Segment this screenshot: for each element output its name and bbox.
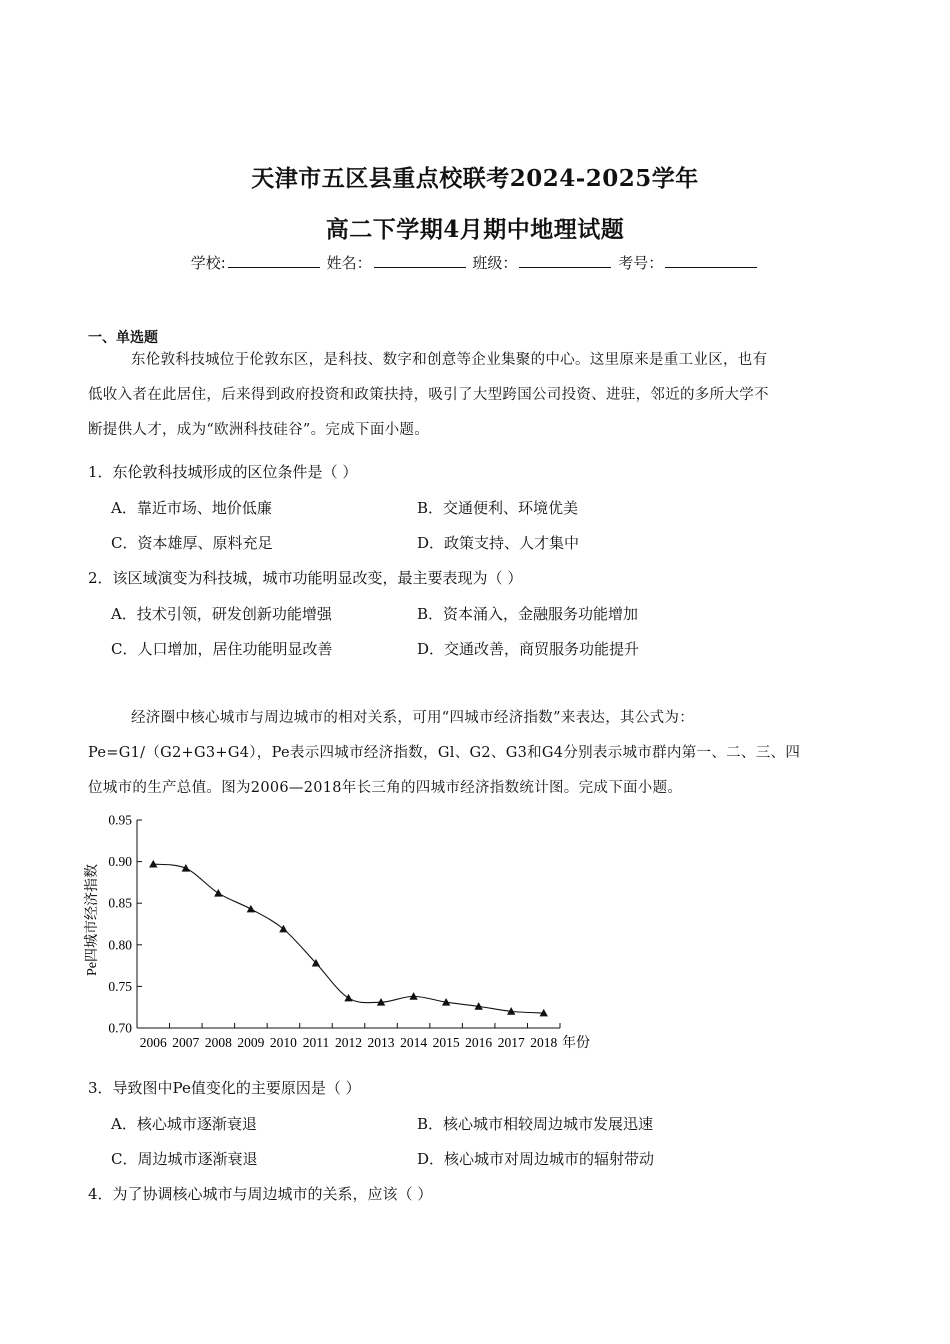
x-tick-label: 2013	[367, 1035, 395, 1050]
passage-1-line: 低收入者在此居住，后来得到政府投资和政策扶持，吸引了大型跨国公司投资、进驻，邻近的多所大学不	[88, 387, 769, 403]
y-tick-label: 0.75	[108, 978, 132, 994]
question-3-stem: 3．导致图中Pe值变化的主要原因是（ ）	[88, 1079, 361, 1097]
data-point-marker	[214, 889, 222, 897]
question-2-stem: 2．该区域演变为科技城，城市功能明显改变，最主要表现为（ ）	[88, 569, 523, 587]
student-info-line	[0, 252, 950, 273]
y-axis-label: Pe四城市经济指数	[85, 864, 100, 976]
passage-2	[88, 701, 862, 806]
question-4-stem: 4．为了协调核心城市与周边城市的关系，应该（ ）	[88, 1185, 433, 1203]
y-tick-label: 0.80	[108, 937, 132, 953]
passage-2-line: 经济圈中核心城市与周边城市的相对关系，可用“四城市经济指数”来表达，其公式为：	[131, 710, 695, 726]
q1-option-b[interactable]: B．交通便利、环境优美	[417, 499, 579, 517]
q2-option-d[interactable]: D．交通改善，商贸服务功能提升	[417, 640, 640, 658]
section-heading: 一、单选题	[88, 330, 158, 346]
x-ticks	[137, 1023, 560, 1050]
q1-option-a[interactable]: A．靠近市场、地价低廉	[111, 499, 272, 517]
data-point-marker	[247, 905, 255, 913]
class-label: 班级：	[472, 254, 518, 272]
name-label: 姓名：	[326, 254, 372, 272]
x-tick-label: 2016	[465, 1035, 493, 1050]
data-point-marker	[182, 864, 190, 872]
name-blank[interactable]	[374, 253, 466, 268]
data-point-marker	[149, 860, 157, 868]
class-blank[interactable]	[519, 253, 611, 268]
number-blank[interactable]	[665, 253, 757, 268]
q3-option-a[interactable]: A．核心城市逐渐衰退	[111, 1115, 257, 1133]
pe-index-chart	[80, 808, 610, 1058]
x-tick-label: 2009	[237, 1035, 265, 1050]
x-tick-label: 2014	[400, 1035, 428, 1050]
school-blank[interactable]	[228, 253, 320, 268]
q3-option-c[interactable]: C．周边城市逐渐衰退	[111, 1150, 258, 1168]
data-point-marker	[344, 994, 352, 1002]
x-tick-label: 2015	[432, 1035, 460, 1050]
question-1-stem: 1．东伦敦科技城形成的区位条件是（ ）	[88, 463, 358, 481]
x-tick-label: 2006	[139, 1035, 167, 1050]
pe-series-markers	[149, 860, 548, 1016]
pe-series-line	[153, 864, 543, 1013]
q3-option-d[interactable]: D．核心城市对周边城市的辐射带动	[417, 1150, 655, 1168]
q1-option-d[interactable]: D．政策支持、人才集中	[417, 534, 580, 552]
y-tick-label: 0.95	[108, 812, 132, 828]
data-point-marker	[279, 925, 287, 933]
q2-option-a[interactable]: A．技术引领，研发创新功能增强	[111, 605, 332, 623]
passage-2-line: 位城市的生产总值。图为2006—2018年长三角的四城市经济指数统计图。完成下面小题。	[88, 780, 683, 796]
x-tick-label: 2017	[497, 1035, 525, 1050]
x-tick-label: 2011	[302, 1035, 330, 1050]
exam-title-line1: 天津市五区县重点校联考2024-2025学年	[251, 165, 699, 192]
y-tick-label: 0.70	[108, 1020, 132, 1036]
q2-option-b[interactable]: B．资本涌入，金融服务功能增加	[417, 605, 639, 623]
passage-1-line: 东伦敦科技城位于伦敦东区，是科技、数字和创意等企业集聚的中心。这里原来是重工业区，也有	[131, 352, 768, 368]
exam-title-line2: 高二下学期4月期中地理试题	[325, 216, 625, 243]
x-tick-label: 2012	[335, 1035, 362, 1050]
x-axis-label: 年份	[562, 1036, 590, 1051]
school-label: 学校:	[190, 254, 226, 272]
x-tick-label: 2018	[530, 1035, 558, 1050]
q3-option-b[interactable]: B．核心城市相较周边城市发展迅速	[417, 1115, 654, 1133]
x-tick-label: 2010	[269, 1035, 297, 1050]
passage-1	[88, 343, 862, 448]
number-label: 考号：	[618, 254, 664, 272]
x-tick-label: 2007	[172, 1035, 200, 1050]
q1-option-c[interactable]: C．资本雄厚、原料充足	[111, 534, 273, 552]
y-tick-label: 0.85	[108, 895, 132, 911]
passage-2-line: Pe=G1/（G2+G3+G4），Pe表示四城市经济指数，Gl、G2、G3和G4分别表示城市群内第一、二、三、四	[88, 745, 801, 761]
y-tick-label: 0.90	[108, 854, 132, 870]
passage-1-line: 断提供人才，成为“欧洲科技硅谷”。完成下面小题。	[88, 422, 430, 438]
q2-option-c[interactable]: C．人口增加，居住功能明显改善	[111, 640, 333, 658]
x-tick-label: 2008	[204, 1035, 232, 1050]
